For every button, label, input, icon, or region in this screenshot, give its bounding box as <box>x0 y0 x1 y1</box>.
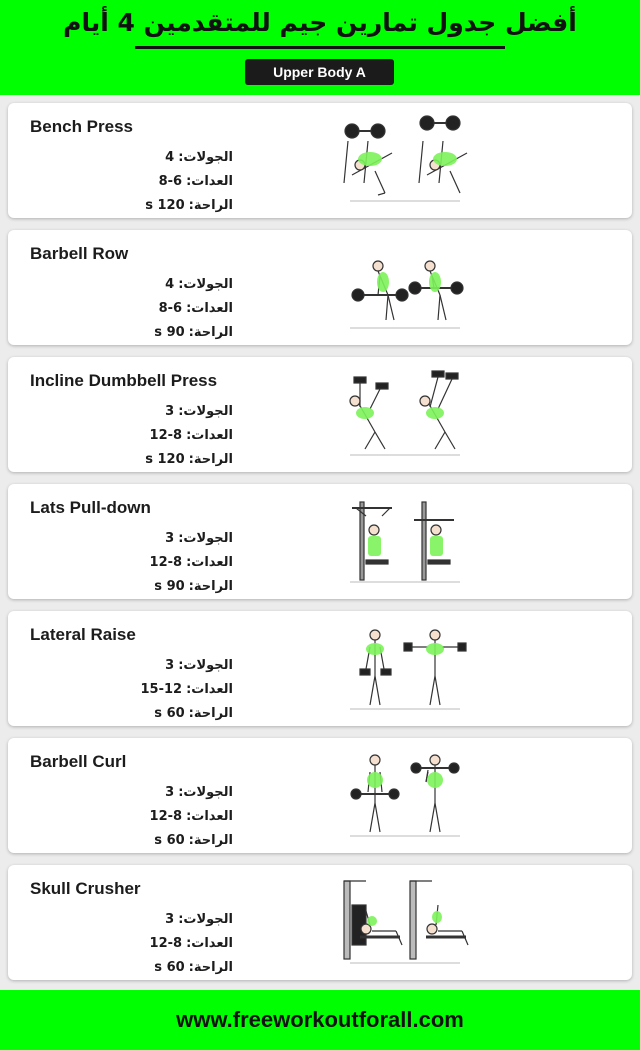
exercise-sets <box>108 658 233 673</box>
exercise-rest <box>108 706 233 721</box>
exercise-reps <box>108 555 233 570</box>
exercise-rest <box>108 960 233 975</box>
sets-label: الجولات: <box>178 531 233 546</box>
rest-label: الراحة: <box>188 579 233 594</box>
exercise-sets <box>108 150 233 165</box>
rest-label: الراحة: <box>188 960 233 975</box>
rest-value: 120 s <box>145 452 185 467</box>
header-banner <box>0 0 640 95</box>
exercise-sets <box>108 912 233 927</box>
reps-label: العدات: <box>186 555 233 570</box>
exercise-reps <box>108 809 233 824</box>
reps-label: العدات: <box>186 809 233 824</box>
sets-label: الجولات: <box>178 658 233 673</box>
sets-label: الجولات: <box>178 912 233 927</box>
exercise-name: Barbell Row <box>30 244 129 263</box>
lateral-raise-illustration <box>330 621 480 716</box>
rest-label: الراحة: <box>188 198 233 213</box>
sets-label: الجولات: <box>178 404 233 419</box>
rest-value: 120 s <box>145 198 185 213</box>
rest-label: الراحة: <box>188 325 233 340</box>
exercise-sets <box>108 404 233 419</box>
page-title: أفضل جدول تمارين جيم للمتقدمين 4 أيام <box>63 8 577 37</box>
exercise-reps <box>108 936 233 951</box>
title-underline <box>135 46 505 49</box>
rest-value: 60 s <box>154 960 185 975</box>
exercise-card-lateral-raise <box>8 611 632 726</box>
exercise-card-barbell-curl <box>8 738 632 853</box>
exercise-name: Bench Press <box>30 117 133 136</box>
exercise-sets <box>108 531 233 546</box>
reps-label: العدات: <box>186 936 233 951</box>
exercise-card-lats-pull-down <box>8 484 632 599</box>
reps-value: 6-8 <box>158 174 183 189</box>
exercise-rest <box>108 833 233 848</box>
sets-label: الجولات: <box>178 277 233 292</box>
rest-value: 60 s <box>154 706 185 721</box>
rest-value: 90 s <box>154 325 185 340</box>
skull-crusher-illustration <box>330 875 480 970</box>
exercise-rest <box>108 579 233 594</box>
barbell-curl-illustration <box>330 748 480 843</box>
exercise-card-bench-press <box>8 103 632 218</box>
exercise-list <box>0 95 640 990</box>
rest-label: الراحة: <box>188 706 233 721</box>
barbell-row-illustration <box>330 240 480 335</box>
exercise-card-barbell-row <box>8 230 632 345</box>
reps-label: العدات: <box>186 428 233 443</box>
exercise-name: Incline Dumbbell Press <box>30 371 218 390</box>
exercise-name: Lateral Raise <box>30 625 136 644</box>
exercise-sets <box>108 785 233 800</box>
rest-label: الراحة: <box>188 833 233 848</box>
sets-value: 4 <box>165 150 175 165</box>
bench-press-illustration <box>330 113 480 208</box>
rest-value: 60 s <box>154 833 185 848</box>
rest-label: الراحة: <box>188 452 233 467</box>
workout-day-badge: Upper Body A <box>245 59 394 85</box>
footer-banner <box>0 990 640 1050</box>
exercise-rest <box>108 325 233 340</box>
lat-pulldown-illustration <box>330 494 480 589</box>
sets-value: 4 <box>165 277 175 292</box>
exercise-reps <box>108 682 233 697</box>
reps-label: العدات: <box>186 682 233 697</box>
sets-value: 3 <box>165 785 175 800</box>
exercise-card-skull-crusher <box>8 865 632 980</box>
reps-value: 8-12 <box>149 428 183 443</box>
sets-value: 3 <box>165 912 175 927</box>
exercise-name: Skull Crusher <box>30 879 141 898</box>
reps-value: 12-15 <box>140 682 183 697</box>
exercise-rest <box>108 198 233 213</box>
reps-value: 8-12 <box>149 936 183 951</box>
sets-value: 3 <box>165 658 175 673</box>
exercise-rest <box>108 452 233 467</box>
exercise-name: Barbell Curl <box>30 752 127 771</box>
exercise-name: Lats Pull-down <box>30 498 151 517</box>
exercise-reps <box>108 428 233 443</box>
website-url[interactable]: www.freeworkoutforall.com <box>176 1007 464 1032</box>
reps-label: العدات: <box>186 174 233 189</box>
reps-value: 6-8 <box>158 301 183 316</box>
exercise-reps <box>108 301 233 316</box>
reps-value: 8-12 <box>149 809 183 824</box>
exercise-reps <box>108 174 233 189</box>
rest-value: 90 s <box>154 579 185 594</box>
sets-label: الجولات: <box>178 150 233 165</box>
sets-value: 3 <box>165 531 175 546</box>
exercise-card-incline-dumbbell-press <box>8 357 632 472</box>
sets-label: الجولات: <box>178 785 233 800</box>
reps-value: 8-12 <box>149 555 183 570</box>
incline-dumbbell-press-illustration <box>330 367 480 462</box>
sets-value: 3 <box>165 404 175 419</box>
reps-label: العدات: <box>186 301 233 316</box>
exercise-sets <box>108 277 233 292</box>
